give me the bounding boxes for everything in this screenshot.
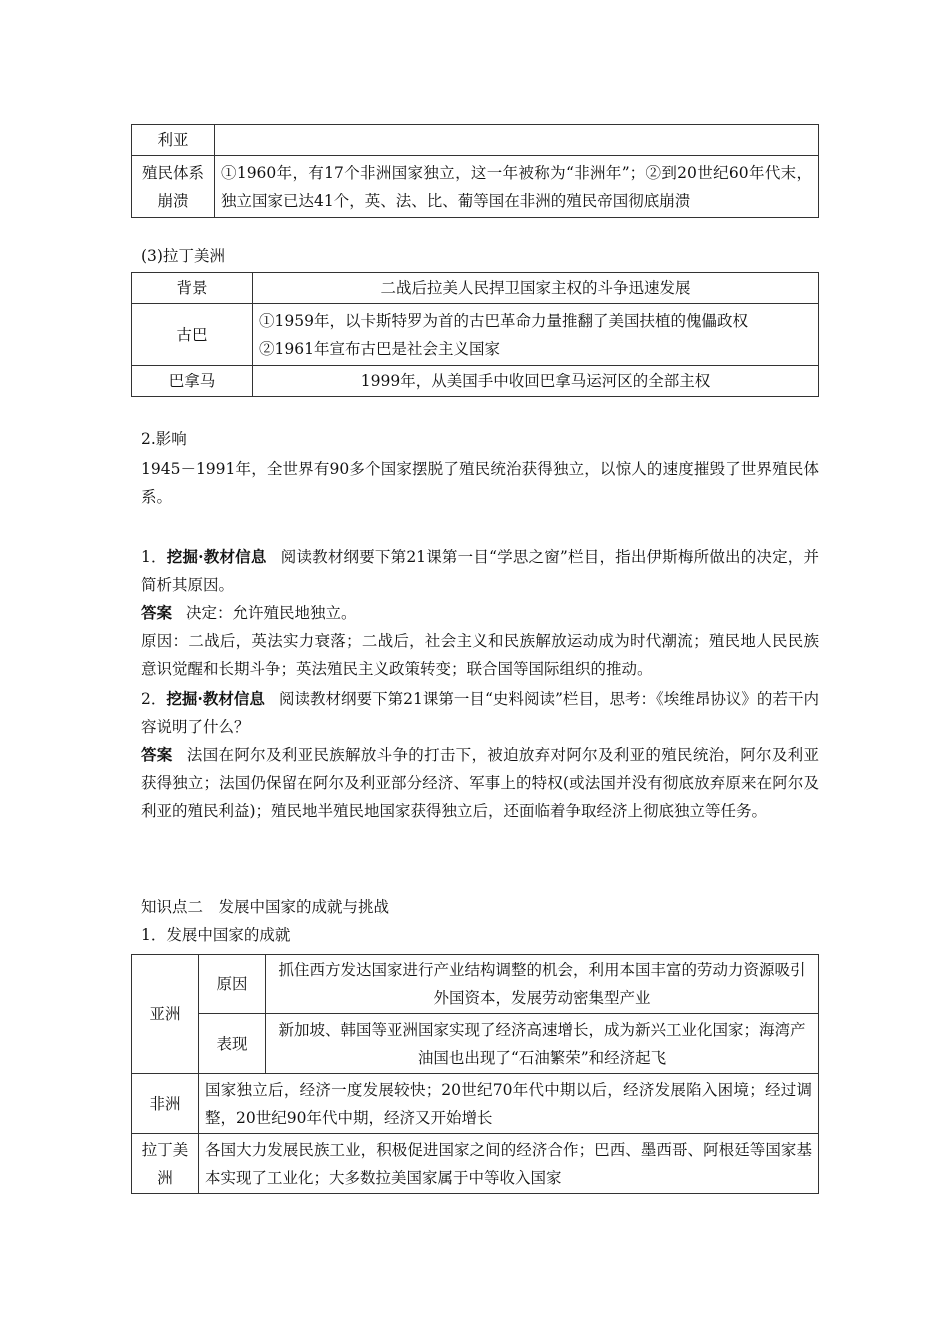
table-row	[132, 955, 819, 1014]
content-line: ①1959年，以卡斯特罗为首的古巴革命力量推翻了美国扶植的傀儡政权	[259, 311, 748, 330]
row-content	[215, 125, 819, 156]
row-content: 1999年，从美国手中收回巴拿马运河区的全部主权	[253, 366, 819, 397]
section-subheading: 1．发展中国家的成就	[141, 926, 291, 944]
question-1	[141, 543, 819, 599]
answer-2	[141, 741, 819, 825]
answer-text: 决定：允许殖民地独立。	[186, 604, 357, 622]
table-row	[132, 366, 819, 397]
influence-text: 1945－1991年，全世界有90多个国家摆脱了殖民统治获得独立，以惊人的速度摧毁了世界殖民体系。	[141, 460, 819, 506]
row-label: 殖民体系崩溃	[132, 156, 215, 218]
table-row	[132, 156, 819, 218]
row-label: 背景	[132, 273, 253, 304]
table-row	[132, 1014, 819, 1074]
row-content	[253, 304, 819, 366]
region-label-latin: 拉丁美洲	[132, 1134, 199, 1194]
row-content: ①1960年，有17个非洲国家独立，这一年被称为“非洲年”；②到20世纪60年代末，独立国家已达41个，英、法、比、葡等国在非洲的殖民帝国彻底崩溃	[215, 156, 819, 218]
row-content: 抓住西方发达国家进行产业结构调整的机会，利用本国丰富的劳动力资源吸引外国资本，发展劳动密集型产业	[266, 955, 819, 1014]
answer-1-reason: 原因：二战后，英法实力衰落；二战后，社会主义和民族解放运动成为时代潮流；殖民地人民民族意识觉醒和长期斗争；英法殖民主义政策转变；联合国等国际组织的推动。	[141, 632, 819, 678]
content-line: ②1961年宣布古巴是社会主义国家	[259, 339, 500, 358]
section-title: 知识点二 发展中国家的成就与挑战	[141, 898, 390, 916]
row-content: 二战后拉美人民捍卫国家主权的斗争迅速发展	[253, 273, 819, 304]
table-row	[132, 1134, 819, 1194]
question-tag: 挖掘·教材信息	[166, 547, 267, 566]
row-label: 利亚	[132, 125, 215, 156]
question-number: 1．	[141, 548, 167, 566]
row-content: 各国大力发展民族工业，积极促进国家之间的经济合作；巴西、墨西哥、阿根廷等国家基本实现了工业化；大多数拉美国家属于中等收入国家	[199, 1134, 819, 1194]
influence-heading: 2.影响	[141, 430, 187, 448]
table-row	[132, 304, 819, 366]
row-content: 国家独立后，经济一度发展较快；20世纪70年代中期以后，经济发展陷入困境；经过调整，20世纪90年代中期，经济又开始增长	[199, 1074, 819, 1134]
latin-table	[131, 272, 819, 397]
question-text: 阅读教材纲要下第21课第一目“学思之窗”栏目，指出伊斯梅所做出的决定，并简析其原因。	[141, 548, 819, 594]
question-tag: 挖掘·教材信息	[166, 689, 265, 708]
row-label: 古巴	[132, 304, 253, 366]
region-label-asia: 亚洲	[132, 955, 199, 1074]
table-row	[132, 273, 819, 304]
row-label: 原因	[199, 955, 266, 1014]
answer-label: 答案	[141, 745, 173, 764]
table-row	[132, 125, 819, 156]
row-label: 巴拿马	[132, 366, 253, 397]
latin-heading: (3)拉丁美洲	[141, 247, 225, 265]
answer-1	[141, 599, 819, 627]
question-2	[141, 685, 819, 741]
table-row	[132, 1074, 819, 1134]
row-content: 新加坡、韩国等亚洲国家实现了经济高速增长，成为新兴工业化国家；海湾产油国也出现了“石油繁荣”和经济起飞	[266, 1014, 819, 1074]
question-number: 2．	[141, 690, 167, 708]
answer-label: 答案	[141, 603, 173, 622]
row-label: 表现	[199, 1014, 266, 1074]
answer-text: 法国在阿尔及利亚民族解放斗争的打击下，被迫放弃对阿尔及利亚的殖民统治，阿尔及利亚获得独立；法国仍保留在阿尔及利亚部分经济、军事上的特权(或法国并没有彻底放弃原来在阿尔及利亚的殖民利益)；殖民地半殖民地国家获得独立后，还面临着争取经济上彻底独立等任务。	[141, 746, 819, 820]
region-label-africa: 非洲	[132, 1074, 199, 1134]
africa-table	[131, 124, 819, 218]
question-text: 阅读教材纲要下第21课第一目“史料阅读”栏目，思考：《埃维昂协议》的若干内容说明了什么？	[141, 690, 819, 736]
achievement-table	[131, 954, 819, 1194]
